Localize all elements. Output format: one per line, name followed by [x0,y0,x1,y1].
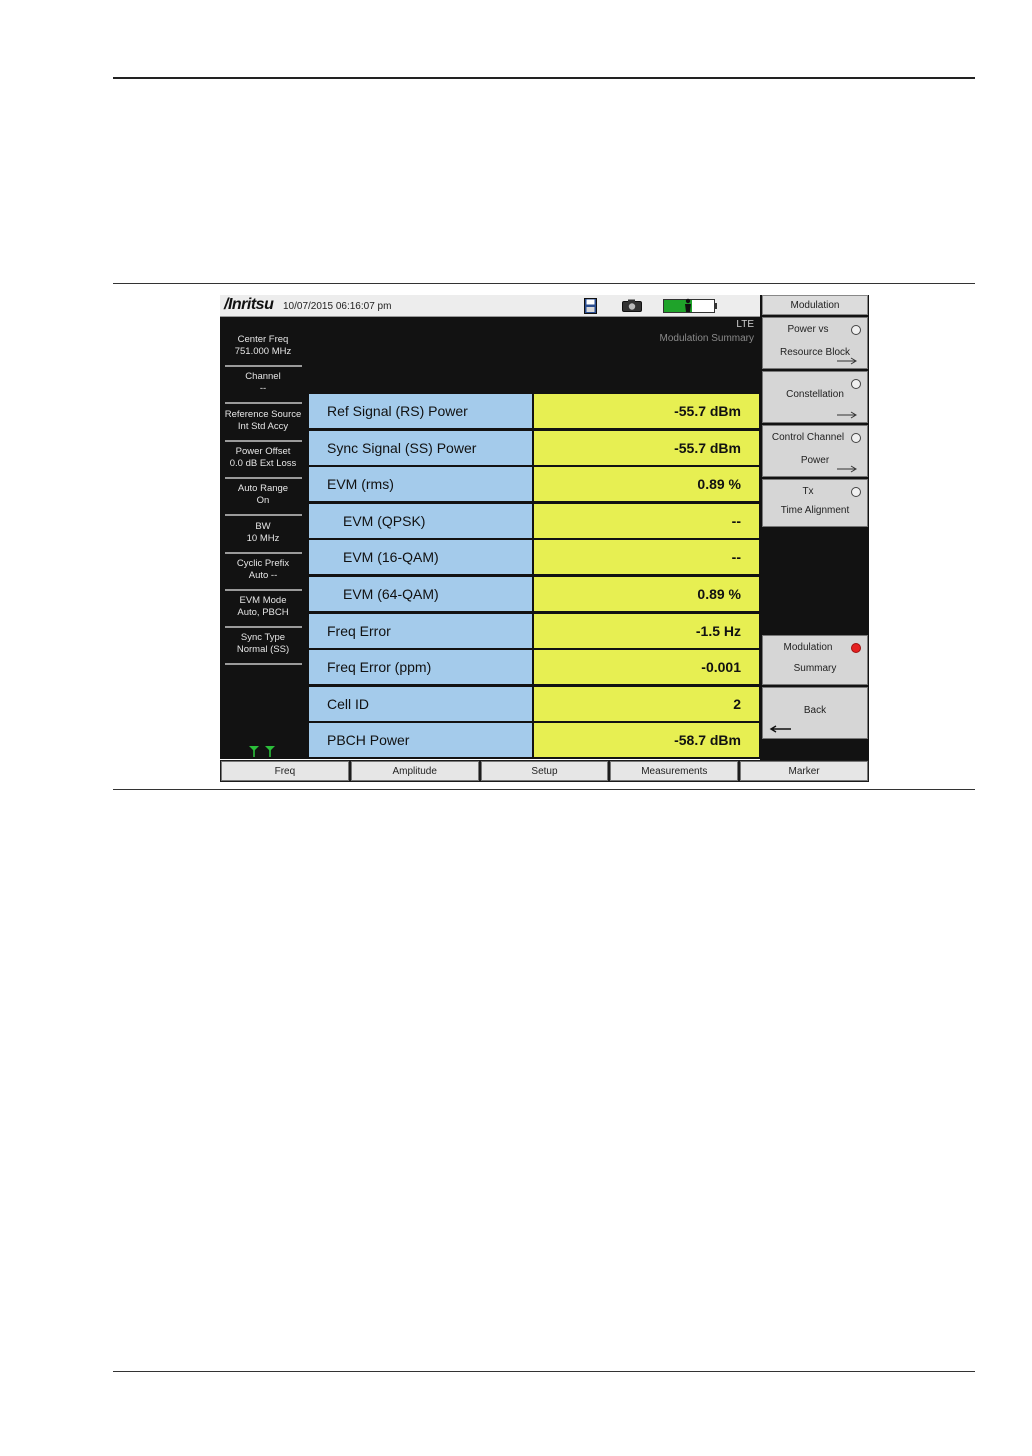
softkey-back[interactable] [762,687,868,739]
radio-icon [851,325,861,335]
figure-top-rule [113,283,975,284]
table-row [309,650,759,684]
parameter-auto-range[interactable] [224,483,302,518]
measurement-label: Ref Signal (RS) Power [309,394,532,428]
parameter-name: Reference Source [224,408,302,420]
submenu-arrow-icon [837,465,859,473]
submenu-arrow-icon [837,411,859,419]
parameter-underline [225,365,302,367]
softkey-power-vs-resource-block[interactable] [762,317,868,369]
menu-amplitude-button[interactable]: Amplitude [351,761,479,781]
page-bottom-rule [113,1371,975,1372]
softkey-sublabel: Power [800,455,830,466]
menu-setup-button[interactable]: Setup [481,761,609,781]
table-row [309,394,759,428]
status-bar [220,295,760,317]
measurement-value: -- [534,504,759,538]
softkey-modulation-summary[interactable] [762,635,868,685]
measurement-value: -55.7 dBm [534,394,759,428]
measurement-label: EVM (16-QAM) [309,540,532,574]
table-row [309,577,759,611]
measurement-label: EVM (rms) [309,467,532,501]
table-row [309,614,759,648]
parameter-name: Center Freq [237,334,289,345]
parameter-name: Channel [245,371,281,383]
measurement-label: Cell ID [309,687,532,721]
table-row [309,687,759,721]
radio-icon [851,487,861,497]
parameter-value: 751.000 MHz [234,346,292,357]
softkey-panel [760,295,869,760]
measurement-value: -58.7 dBm [534,723,759,757]
charging-plug-icon [683,298,693,312]
bottom-menu-bar [220,760,869,782]
measurement-value: -1.5 Hz [534,614,759,648]
parameter-name: Sync Type [240,632,286,644]
instrument-screen [220,295,869,782]
parameter-name: Cyclic Prefix [236,557,290,569]
measurement-value: -55.7 dBm [534,431,759,465]
measurement-label: Freq Error [309,614,532,648]
radio-icon [851,379,861,389]
softkey-sublabel: Time Alignment [780,505,850,516]
softkey-label: Modulation [783,642,833,653]
parameter-underline [225,663,302,665]
parameter-name: Auto Range [237,483,289,495]
softkey-control-channel-power[interactable] [762,425,868,477]
measurement-value: -- [534,540,759,574]
parameter-value: On [256,495,270,507]
menu-measurements-button[interactable]: Measurements [610,761,738,781]
table-row [309,467,759,501]
figure-bottom-rule [113,789,975,790]
back-arrow-icon [769,725,791,733]
parameter-underline [225,477,302,479]
parameter-power-offset[interactable] [224,446,302,481]
parameter-name: Power Offset [235,445,291,457]
measurement-label: Freq Error (ppm) [309,650,532,684]
measurement-label: Sync Signal (SS) Power [309,431,532,465]
parameter-underline [225,440,302,442]
parameter-value: Auto, PBCH [237,607,289,619]
save-icon[interactable] [584,298,597,314]
softkey-sublabel: Summary [793,663,837,674]
table-row [309,504,759,538]
view-label: Modulation Summary [659,333,754,344]
measurement-value: -0.001 [534,650,759,684]
camera-icon[interactable] [622,299,642,312]
parameter-cyclic-prefix[interactable] [224,558,302,593]
softkey-label: Constellation [786,389,844,400]
parameter-channel[interactable] [224,371,302,406]
softkey-label: Tx [802,486,814,497]
parameter-name: EVM Mode [239,595,287,607]
parameter-value: Int Std Accy [237,420,289,432]
softkey-tx-time-alignment[interactable] [762,479,868,527]
parameter-underline [225,402,302,404]
parameter-value: 10 MHz [246,532,280,544]
parameter-value: Auto -- [248,569,278,581]
datetime-readout: 10/07/2015 06:16:07 pm [283,301,392,312]
softkey-menu-title: Modulation [762,295,868,315]
softkey-sublabel: Resource Block [779,347,851,358]
measurement-label: EVM (64-QAM) [309,577,532,611]
battery-tip [714,303,717,309]
measurement-value: 0.89 % [534,467,759,501]
parameter-value: Normal (SS) [236,644,290,656]
menu-marker-button[interactable]: Marker [740,761,868,781]
table-row [309,540,759,574]
radio-selected-icon [851,643,861,653]
parameter-underline [225,626,302,628]
mode-label: LTE [736,319,754,330]
submenu-arrow-icon [837,357,859,365]
parameter-reference-source[interactable] [224,409,302,444]
measurement-display [220,317,760,759]
table-row [309,431,759,465]
measurement-label: EVM (QPSK) [309,504,532,538]
parameter-value: -- [259,383,267,395]
softkey-label: Control Channel [771,432,845,443]
antenna-icon [248,745,278,757]
brand-logo: /Inritsu [224,296,274,313]
parameter-underline [225,514,302,516]
radio-icon [851,433,861,443]
softkey-label: Back [803,705,827,716]
parameter-underline [225,589,302,591]
measurement-value: 2 [534,687,759,721]
parameter-underline [225,552,302,554]
parameter-panel [224,317,302,759]
softkey-label: Power vs [787,324,829,335]
measurement-label: PBCH Power [309,723,532,757]
parameter-name: BW [255,520,271,532]
table-row [309,723,759,757]
parameter-sync-type[interactable] [224,632,302,667]
page-top-rule [113,77,975,79]
parameter-center-freq[interactable] [224,334,302,369]
parameter-evm-mode[interactable] [224,595,302,630]
softkey-constellation[interactable] [762,371,868,423]
parameter-bw[interactable] [224,521,302,556]
measurement-value: 0.89 % [534,577,759,611]
menu-freq-button[interactable]: Freq [221,761,349,781]
parameter-value: 0.0 dB Ext Loss [229,457,297,469]
